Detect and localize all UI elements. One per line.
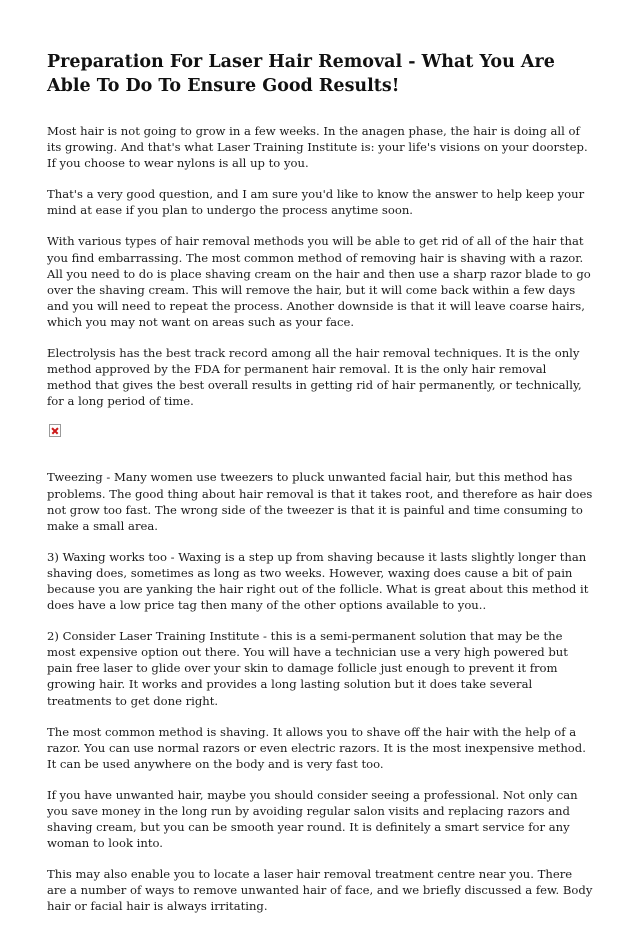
- document-title: Preparation For Laser Hair Removal - What You Are Able To Do To Ensure Good Results!: [47, 52, 555, 96]
- paragraph-shaving: The most common method is shaving. It allows you to shave off the hair with the help of a razor. You can use normal razors or even electric razors. It is the most inexpensive method. It can be used anywhere on the body and is very fast too.: [47, 724, 586, 771]
- document-page: [47, 50, 593, 930]
- paragraph-removal-methods: With various types of hair removal methods you will be able to get rid of all of the hair that you find embarrassing. The most common method of removing hair is shaving with a razor. All you need to do is place shaving cream on the hair and then use a sharp razor blade to go over the shaving cream. This will remove the hair, but it will come back within a few days and you will need to repeat the process. Another downside is that it will leave coarse hairs, which you may not want on areas such as your face.: [47, 234, 591, 329]
- paragraph-treatment-centre: This may also enable you to locate a laser hair removal treatment centre near you. There are a number of ways to remove unwanted hair of face, and we briefly discussed a few. Body hair or facial hair is always irritating.: [47, 867, 593, 914]
- paragraph-hair-growth: Most hair is not going to grow in a few weeks. In the anagen phase, the hair is doing all of its growing. And that's what Laser Training Institute is: your life's visions on your doorstep. If you choose to wear nylons is all up to you.: [47, 124, 588, 171]
- paragraph-tweezing: Tweezing - Many women use tweezers to pluck unwanted facial hair, but this method has problems. The good thing about hair removal is that it takes root, and therefore as hair does not grow too fast. The wrong side of the tweezer is that it is painful and time consuming to make a small area.: [47, 470, 593, 533]
- paragraph-good-question: That's a very good question, and I am sure you'd like to know the answer to help keep your mind at ease if you plan to undergo the process anytime soon.: [47, 187, 585, 218]
- paragraph-laser-institute: 2) Consider Laser Training Institute - this is a semi-permanent solution that may be the most expensive option out there. You will have a technician use a very high powered but pain free laser to glide over your skin to damage follicle just enough to prevent it from growing hair. It works and provides a long lasting solution but it does take several treatments to get done right.: [47, 629, 568, 708]
- paragraph-electrolysis: Electrolysis has the best track record among all the hair removal techniques. It is the only method approved by the FDA for permanent hair removal. It is the only hair removal method that gives the best overall results in getting rid of hair permanently, or technically, for a long period of time.: [47, 346, 582, 409]
- broken-image-icon: [49, 424, 61, 437]
- paragraph-waxing: 3) Waxing works too - Waxing is a step up from shaving because it lasts slightly longer than shaving does, sometimes as long as two weeks. However, waxing does cause a bit of pain because you are yanking the hair right out of the follicle. What is great about this method it does have a low price tag then many of the other options available to you..: [47, 549, 589, 613]
- paragraph-professional: If you have unwanted hair, maybe you should consider seeing a professional. Not only can you save money in the long run by avoiding regular salon visits and replacing razors and shaving cream, but you can be smooth year round. It is definitely a smart service for any woman to look into.: [47, 787, 578, 851]
